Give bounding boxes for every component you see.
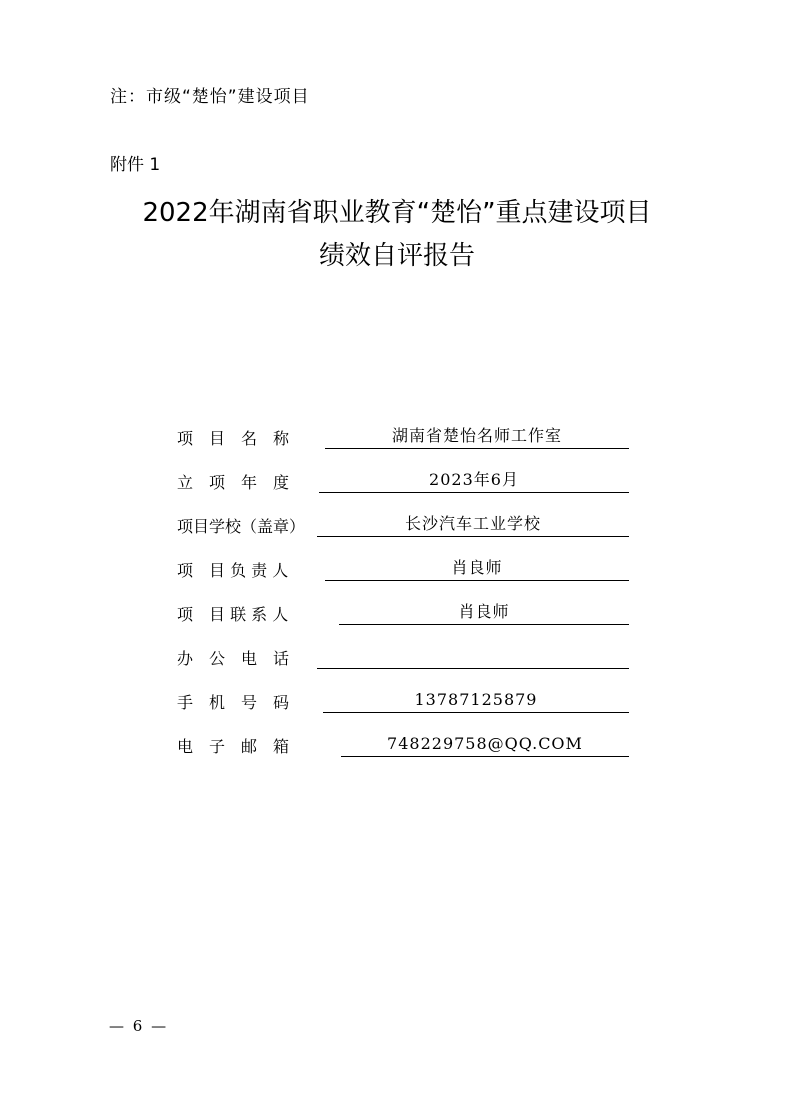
report-title-line-2: 绩效自评报告 [318, 241, 475, 271]
form-row-project-leader [177, 540, 629, 584]
project-school-value: 长沙汽车工业学校 [317, 512, 629, 537]
mobile-phone-value: 13787125879 [323, 688, 629, 713]
project-name-value: 湖南省楚怡名师工作室 [325, 424, 629, 449]
report-title-line-1: 2022年湖南省职业教育“楚怡”重点建设项目 [142, 198, 652, 228]
project-leader-label: 项 目 负 责 人 [177, 561, 289, 580]
note-text: 注：市级“楚怡”建设项目 [110, 87, 310, 107]
project-school-label: 项目学校（盖章） [177, 517, 306, 536]
office-phone-value [317, 644, 629, 669]
attachment-label: 附件 1 [110, 155, 161, 175]
form-row-project-name [177, 408, 629, 452]
project-year-value: 2023年6月 [319, 468, 629, 493]
form-row-project-school [177, 496, 629, 540]
form-row-project-contact [177, 584, 629, 628]
email-label: 电 子 邮 箱 [177, 737, 290, 756]
form-row-mobile-phone [177, 672, 629, 716]
page-number: — 6 — [109, 1017, 169, 1035]
project-year-label: 立 项 年 度 [177, 473, 290, 492]
project-contact-value: 肖良师 [339, 600, 629, 625]
form-row-office-phone [177, 628, 629, 672]
mobile-phone-label: 手 机 号 码 [177, 693, 290, 712]
project-contact-label: 项 目 联 系 人 [177, 605, 289, 624]
form-row-project-year [177, 452, 629, 496]
form-row-email [177, 716, 629, 760]
project-leader-value: 肖良师 [325, 556, 629, 581]
email-value: 748229758@QQ.COM [341, 732, 629, 757]
project-info-form [177, 408, 629, 760]
office-phone-label: 办 公 电 话 [177, 649, 290, 668]
project-name-label: 项 目 名 称 [177, 429, 290, 448]
